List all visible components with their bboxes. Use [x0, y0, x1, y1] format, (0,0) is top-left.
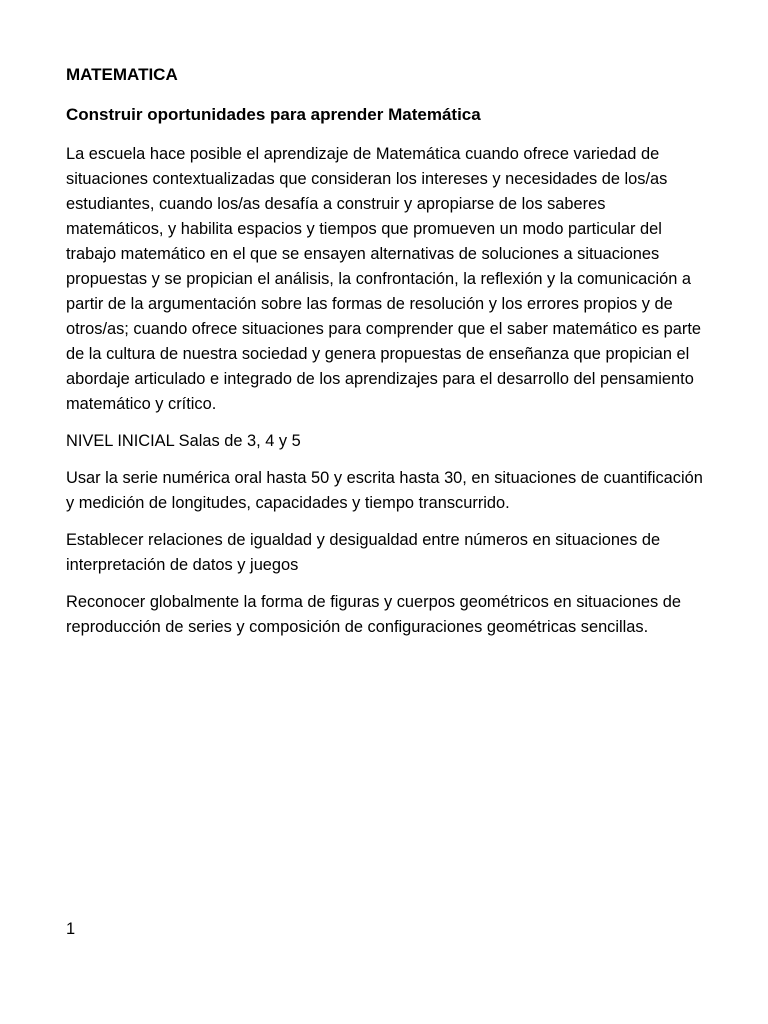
- level-heading: NIVEL INICIAL Salas de 3, 4 y 5: [66, 432, 301, 450]
- objective-paragraph-3: Reconocer globalmente la forma de figuras y cuerpos geométricos en situaciones de reproducción de series y composición de configuraciones geométricas sencillas.: [66, 593, 681, 636]
- document-title: MATEMATICA: [66, 65, 178, 84]
- objective-paragraph-2: Establecer relaciones de igualdad y desigualdad entre números en situaciones de interpretación de datos y juegos: [66, 531, 661, 574]
- page-number: 1: [66, 920, 76, 938]
- section-heading: Construir oportunidades para aprender Matemática: [66, 105, 481, 124]
- objective-paragraph-1: Usar la serie numérica oral hasta 50 y escrita hasta 30, en situaciones de cuantificación y medición de longitudes, capacidades y tiempo transcurrido.: [66, 469, 703, 512]
- intro-paragraph: La escuela hace posible el aprendizaje de Matemática cuando ofrece variedad de situaciones contextualizadas que consideran los intereses y necesidades de los/as estudiantes, cuando los/as desafía a construir y apropiarse de los saberes matemáticos, y habilita espacios y tiempos que promueven un modo particular del trabajo matemático en el que se ensayen alternativas de soluciones a situaciones propuestas y se propician el análisis, la confrontación, la reflexión y la comunicación a partir de la argumentación sobre las formas de resolución y los errores propios y de otros/as; cuando ofrece situaciones para comprender que el saber matemático es parte de la cultura de nuestra sociedad y genera propuestas de enseñanza que propician el abordaje articulado e integrado de los aprendizajes para el desarrollo del pensamiento matemático y crítico.: [66, 145, 702, 413]
